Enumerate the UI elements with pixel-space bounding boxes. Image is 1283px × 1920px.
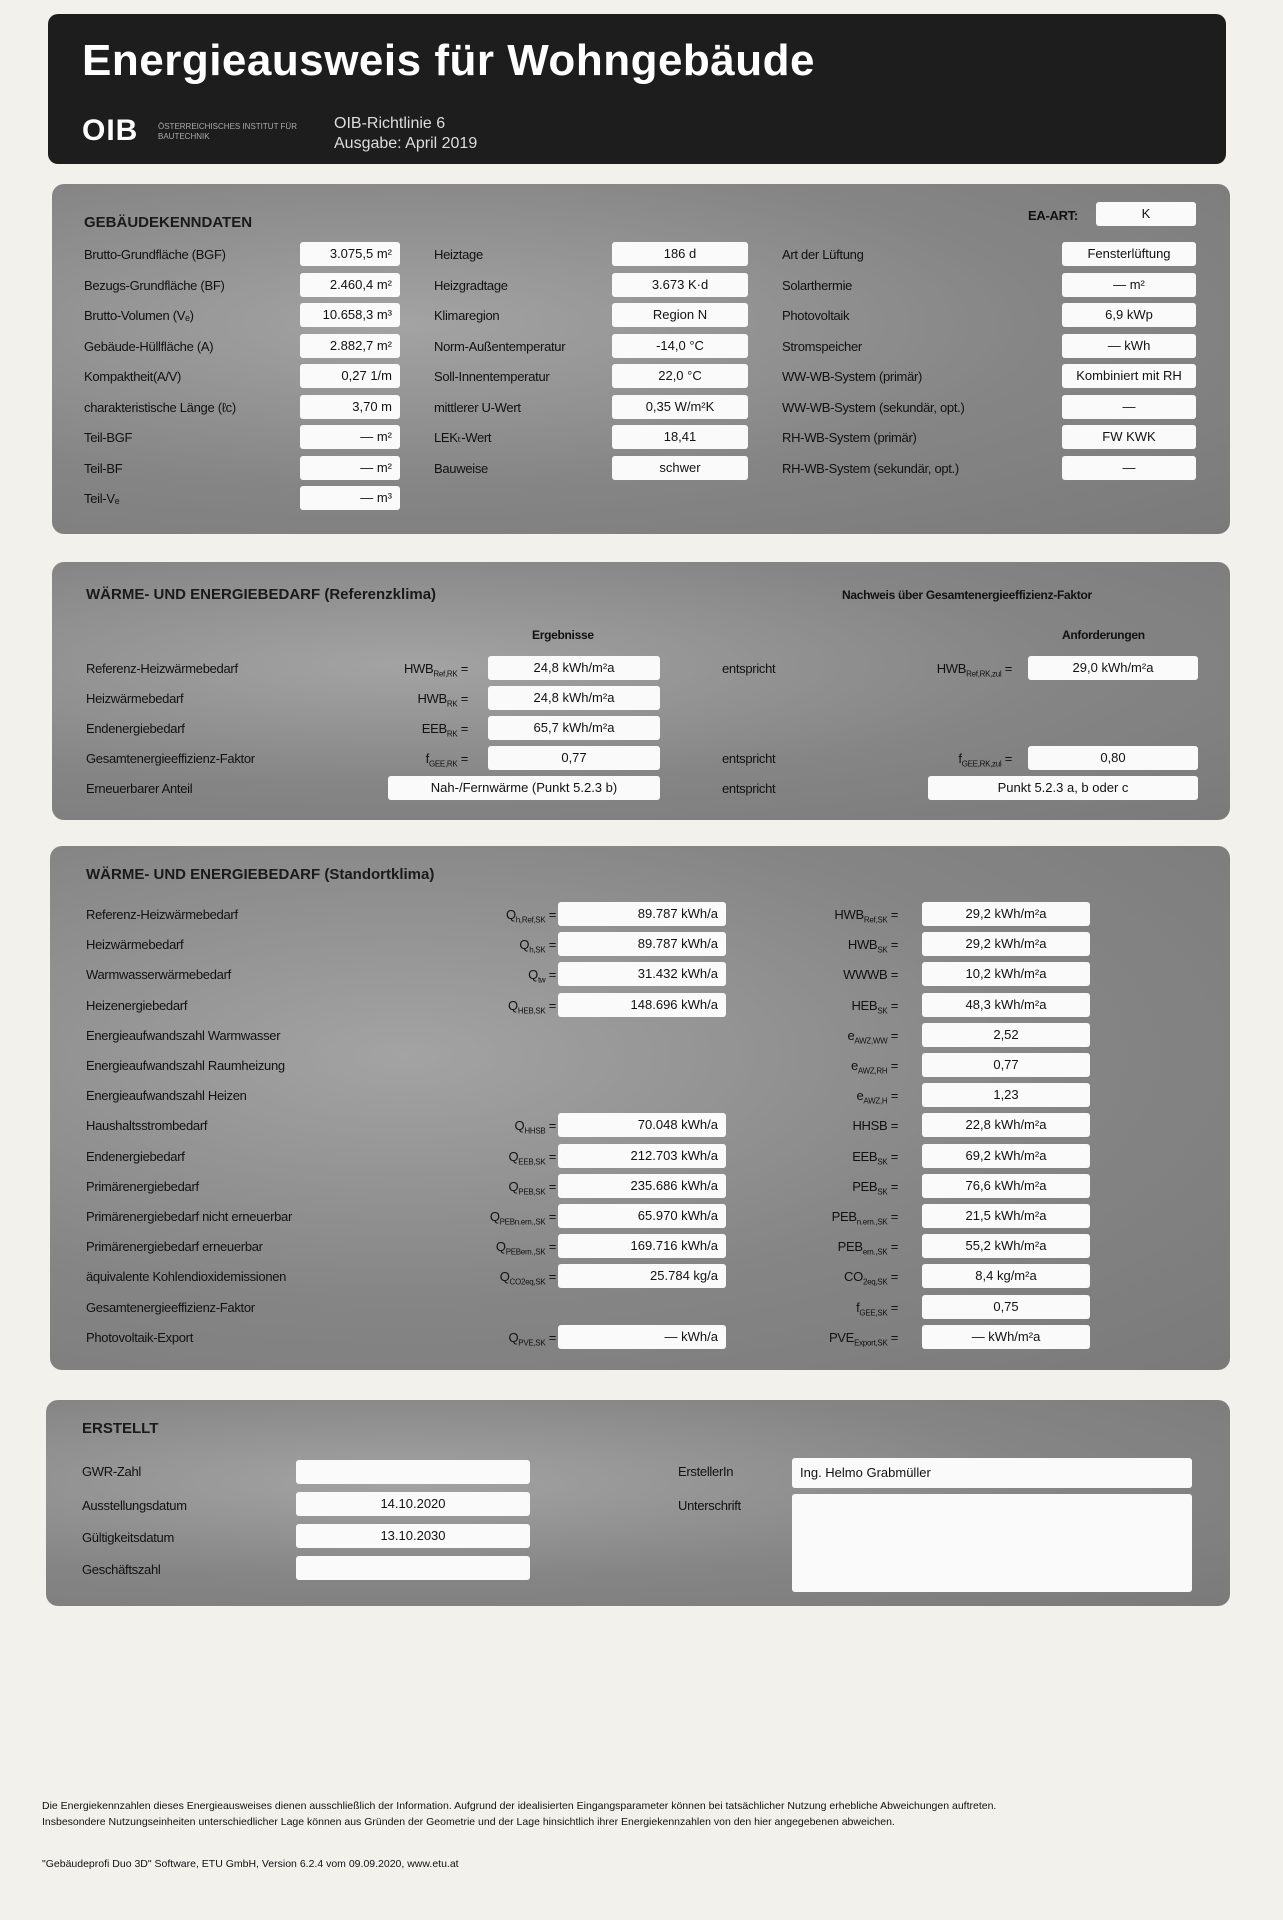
ref-req-symbol-3: $f_{GEE,RK,zul}$ = [958, 751, 1012, 769]
climate-label-4: Soll-Innentemperatur [434, 369, 550, 384]
climate-label-7: Bauweise [434, 460, 488, 476]
site-climate-title: WÄRME- UND ENERGIEBEDARF (Standortklima) [86, 866, 435, 883]
climate-label-0: Heiztage [434, 247, 483, 262]
ref-label-4: Erneuerbarer Anteil [86, 781, 193, 796]
building-label-0: Brutto-Grundfläche (BGF) [84, 247, 226, 262]
nachweis-label: Nachweis über Gesamtenergieeffizienz-Faktor [842, 588, 1092, 602]
climate-value-1: 3.673 K·d [612, 273, 748, 297]
system-label-2: Photovoltaik [782, 308, 850, 323]
ref-entspricht-3: entspricht [722, 751, 776, 766]
ref-symbol-0: $HWB_{Ref,RK}$ = [403, 661, 468, 679]
building-value-3: 2.882,7 m² [300, 334, 400, 358]
ref-req-value-3: 0,80 [1028, 746, 1198, 770]
ref-symbol-3: $f_{GEE,RK}$ = [425, 751, 468, 769]
signature-field [792, 1494, 1192, 1592]
business-number-label: Geschäftszahl [82, 1562, 161, 1577]
system-label-0: Art der Lüftung [782, 247, 864, 262]
institute-name: ÖSTERREICHISCHES INSTITUT FÜR BAUTECHNIK [158, 122, 297, 141]
site-value-9: 76,6 kWh/m²a [922, 1174, 1090, 1198]
disclaimer-line-1: Die Energiekennzahlen dieses Energieausweises dienen ausschließlich der Information. Aufgrund der idealisierten Eingangsparameter können bei tatsächlicher Nutzung erhebliche Abweichungen auftreten. [42, 1800, 997, 1812]
building-label-4: Kompaktheit(A/V) [84, 369, 182, 384]
site-symbol-7: HHSB = [852, 1118, 898, 1134]
site-symbol-2: WWWB = [843, 967, 898, 983]
ref-value-3: 0,77 [488, 746, 660, 770]
site-q-value-10: 65.970 kWh/a [558, 1204, 726, 1228]
system-label-6: RH-WB-System (primär) [782, 430, 917, 445]
site-label-4: Energieaufwandszahl Warmwasser [86, 1027, 281, 1043]
site-value-4: 2,52 [922, 1023, 1090, 1047]
site-q-value-14: — kWh/a [558, 1325, 726, 1349]
site-value-7: 22,8 kWh/m²a [922, 1113, 1090, 1137]
building-label-8: Teil-Vₑ [84, 491, 120, 506]
building-label-5: charakteristische Länge (ℓc) [84, 399, 236, 415]
site-symbol-8: $EEB_{SK}$ = [852, 1148, 898, 1167]
site-label-11: Primärenergiebedarf erneuerbar [86, 1239, 263, 1255]
ref-value-4: Nah-/Fernwärme (Punkt 5.2.3 b) [388, 776, 660, 800]
software-credit: "Gebäudeprofi Duo 3D" Software, ETU GmbH, Version 6.2.4 vom 09.09.2020, www.etu.at [42, 1858, 459, 1870]
site-value-10: 21,5 kWh/m²a [922, 1204, 1090, 1228]
gwr-field [296, 1460, 530, 1484]
system-label-5: WW-WB-System (sekundär, opt.) [782, 399, 965, 415]
system-value-2: 6,9 kWp [1062, 303, 1196, 327]
site-symbol-6: $e_{AWZ,H}$ = [856, 1088, 898, 1106]
signature-label: Unterschrift [678, 1498, 741, 1513]
building-label-2: Brutto-Volumen (Vₑ) [84, 308, 194, 323]
site-q-symbol-2: $Q_{tw}$ = [528, 967, 556, 985]
site-symbol-3: $HEB_{SK}$ = [851, 997, 898, 1016]
site-q-symbol-14: $Q_{PVE,SK}$ = [508, 1329, 556, 1348]
site-label-1: Heizwärmebedarf [86, 937, 184, 953]
site-q-value-1: 89.787 kWh/a [558, 932, 726, 956]
system-value-0: Fensterlüftung [1062, 242, 1196, 266]
ref-value-0: 24,8 kWh/m²a [488, 656, 660, 680]
site-symbol-12: $CO_{2eq,SK}$ = [844, 1269, 898, 1287]
site-label-7: Haushaltsstrombedarf [86, 1118, 208, 1134]
ref-entspricht-4: entspricht [722, 781, 776, 796]
building-value-4: 0,27 1/m [300, 364, 400, 388]
climate-label-1: Heizgradtage [434, 277, 508, 293]
site-symbol-13: $f_{GEE,SK}$ = [856, 1299, 898, 1318]
guideline-info [334, 114, 477, 154]
site-q-symbol-9: $Q_{PEB,SK}$ = [508, 1178, 556, 1197]
system-label-7: RH-WB-System (sekundär, opt.) [782, 460, 959, 476]
ref-symbol-2: $EEB_{RK}$ = [421, 721, 468, 739]
site-q-symbol-7: $Q_{HHSB}$ = [514, 1118, 556, 1136]
site-q-symbol-10: $Q_{PEBn.ern.,SK}$ = [489, 1209, 556, 1227]
site-q-value-7: 70.048 kWh/a [558, 1113, 726, 1137]
climate-value-7: schwer [612, 456, 748, 480]
ref-value-2: 65,7 kWh/m²a [488, 716, 660, 740]
ea-art-label: EA-ART: [1028, 208, 1078, 223]
building-value-5: 3,70 m [300, 395, 400, 419]
ref-req-value-0: 29,0 kWh/m²a [1028, 656, 1198, 680]
climate-value-2: Region N [612, 303, 748, 327]
disclaimer-line-2: Insbesondere Nutzungseinheiten unterschiedlicher Lage können aus Gründen der Geometrie und der Lage hinsichtlich ihrer Energiekennzahlen von den hier angegebenen abweichen. [42, 1816, 895, 1828]
site-q-value-2: 31.432 kWh/a [558, 962, 726, 986]
anforderungen-label: Anforderungen [1062, 628, 1145, 642]
climate-value-0: 186 d [612, 242, 748, 266]
site-q-symbol-8: $Q_{EEB,SK}$ = [508, 1148, 556, 1167]
site-label-2: Warmwasserwärmebedarf [86, 967, 231, 983]
site-value-5: 0,77 [922, 1053, 1090, 1077]
site-q-symbol-1: $Q_{h,SK}$ = [519, 937, 556, 955]
building-value-2: 10.658,3 m³ [300, 303, 400, 327]
site-symbol-11: $PEB_{ern.,SK}$ = [837, 1239, 898, 1257]
gwr-label: GWR-Zahl [82, 1464, 141, 1479]
site-value-8: 69,2 kWh/m²a [922, 1144, 1090, 1168]
disclaimer [42, 1798, 1262, 1830]
reference-climate-panel [52, 562, 1230, 820]
ergebnisse-label: Ergebnisse [532, 628, 594, 642]
site-q-value-11: 169.716 kWh/a [558, 1234, 726, 1258]
site-q-symbol-3: $Q_{HEB,SK}$ = [508, 997, 556, 1016]
building-label-6: Teil-BGF [84, 430, 133, 445]
ref-label-1: Heizwärmebedarf [86, 691, 184, 706]
issue-date-field: 14.10.2020 [296, 1492, 530, 1516]
climate-value-3: -14,0 °C [612, 334, 748, 358]
site-q-value-0: 89.787 kWh/a [558, 902, 726, 926]
site-label-0: Referenz-Heizwärmebedarf [86, 907, 238, 922]
site-value-13: 0,75 [922, 1295, 1090, 1319]
building-label-3: Gebäude-Hüllfläche (A) [84, 338, 214, 354]
ref-label-2: Endenergiebedarf [86, 721, 185, 736]
ref-entspricht-0: entspricht [722, 661, 776, 676]
site-q-value-3: 148.696 kWh/a [558, 993, 726, 1017]
creator-label: ErstellerIn [678, 1464, 734, 1479]
valid-date-field: 13.10.2030 [296, 1524, 530, 1548]
climate-value-5: 0,35 W/m²K [612, 395, 748, 419]
site-label-8: Endenergiebedarf [86, 1148, 185, 1164]
site-symbol-1: $HWB_{SK}$ = [847, 937, 898, 955]
climate-label-5: mittlerer U-Wert [434, 399, 521, 415]
building-value-8: — m³ [300, 486, 400, 510]
site-symbol-0: $HWB_{Ref,SK}$ = [834, 907, 898, 925]
issue-date-label: Ausstellungsdatum [82, 1498, 187, 1513]
site-q-value-9: 235.686 kWh/a [558, 1174, 726, 1198]
system-value-3: — kWh [1062, 334, 1196, 358]
business-number-field [296, 1556, 530, 1580]
site-value-11: 55,2 kWh/m²a [922, 1234, 1090, 1258]
system-label-4: WW-WB-System (primär) [782, 369, 923, 384]
created-panel [46, 1400, 1230, 1606]
site-symbol-14: $PVE_{Export,SK}$ = [828, 1329, 898, 1348]
system-value-4: Kombiniert mit RH [1062, 364, 1196, 388]
creator-field: Ing. Helmo Grabmüller [792, 1458, 1192, 1488]
system-value-1: — m² [1062, 273, 1196, 297]
site-label-6: Energieaufwandszahl Heizen [86, 1088, 247, 1104]
system-label-3: Stromspeicher [782, 338, 862, 354]
climate-label-2: Klimaregion [434, 308, 500, 323]
ref-req-value-4: Punkt 5.2.3 a, b oder c [928, 776, 1198, 800]
ea-art-value: K [1096, 202, 1196, 226]
site-q-symbol-12: $Q_{CO2eq,SK}$ = [499, 1269, 556, 1287]
site-value-1: 29,2 kWh/m²a [922, 932, 1090, 956]
ref-value-1: 24,8 kWh/m²a [488, 686, 660, 710]
ref-symbol-1: $HWB_{RK}$ = [417, 691, 468, 709]
oib-logo: OIB [82, 114, 139, 147]
site-value-0: 29,2 kWh/m²a [922, 902, 1090, 926]
site-q-symbol-11: $Q_{PEBern.,SK}$ = [495, 1239, 556, 1257]
created-title: ERSTELLT [82, 1420, 159, 1437]
system-label-1: Solarthermie [782, 277, 853, 293]
site-label-12: äquivalente Kohlendioxidemissionen [86, 1269, 287, 1285]
site-value-2: 10,2 kWh/m²a [922, 962, 1090, 986]
site-label-13: Gesamtenergieeffizienz-Faktor [86, 1299, 255, 1315]
building-label-7: Teil-BF [84, 460, 123, 476]
site-label-3: Heizenergiebedarf [86, 997, 188, 1013]
building-value-6: — m² [300, 425, 400, 449]
ref-label-0: Referenz-Heizwärmebedarf [86, 661, 238, 676]
site-q-value-12: 25.784 kg/a [558, 1264, 726, 1288]
system-value-7: — [1062, 456, 1196, 480]
climate-label-6: LEKₜ-Wert [434, 430, 492, 445]
building-value-7: — m² [300, 456, 400, 480]
building-value-0: 3.075,5 m² [300, 242, 400, 266]
system-value-5: — [1062, 395, 1196, 419]
building-label-1: Bezugs-Grundfläche (BF) [84, 277, 225, 293]
guideline: OIB-Richtlinie 6 [334, 115, 446, 132]
site-value-12: 8,4 kg/m²a [922, 1264, 1090, 1288]
site-label-9: Primärenergiebedarf [86, 1178, 199, 1194]
document-header [48, 14, 1226, 164]
climate-value-6: 18,41 [612, 425, 748, 449]
edition: Ausgabe: April 2019 [334, 135, 478, 152]
ref-label-3: Gesamtenergieeffizienz-Faktor [86, 751, 255, 766]
valid-date-label: Gültigkeitsdatum [82, 1530, 175, 1545]
site-value-3: 48,3 kWh/m²a [922, 993, 1090, 1017]
site-q-symbol-0: $Q_{h,Ref,SK}$ = [505, 907, 556, 925]
site-symbol-4: $e_{AWZ,WW}$ = [847, 1027, 898, 1046]
climate-label-3: Norm-Außentemperatur [434, 338, 566, 354]
reference-climate-title: WÄRME- UND ENERGIEBEDARF (Referenzklima) [86, 586, 437, 603]
site-label-5: Energieaufwandszahl Raumheizung [86, 1058, 285, 1073]
system-value-6: FW KWK [1062, 425, 1196, 449]
document-title: Energieausweis für Wohngebäude [82, 36, 815, 85]
site-symbol-9: $PEB_{SK}$ = [852, 1178, 898, 1197]
building-value-1: 2.460,4 m² [300, 273, 400, 297]
site-value-14: — kWh/m²a [922, 1325, 1090, 1349]
climate-value-4: 22,0 °C [612, 364, 748, 388]
ref-req-symbol-0: $HWB_{Ref,RK,zul}$ = [936, 661, 1012, 679]
site-value-6: 1,23 [922, 1083, 1090, 1107]
building-data-panel [52, 184, 1230, 534]
site-symbol-5: $e_{AWZ,RH}$ = [850, 1058, 898, 1076]
site-q-value-8: 212.703 kWh/a [558, 1144, 726, 1168]
site-climate-panel [50, 846, 1230, 1370]
site-label-14: Photovoltaik-Export [86, 1329, 194, 1345]
site-symbol-10: $PEB_{n.ern.,SK}$ = [831, 1209, 898, 1227]
site-label-10: Primärenergiebedarf nicht erneuerbar [86, 1209, 292, 1224]
building-data-title: GEBÄUDEKENNDATEN [84, 214, 253, 231]
